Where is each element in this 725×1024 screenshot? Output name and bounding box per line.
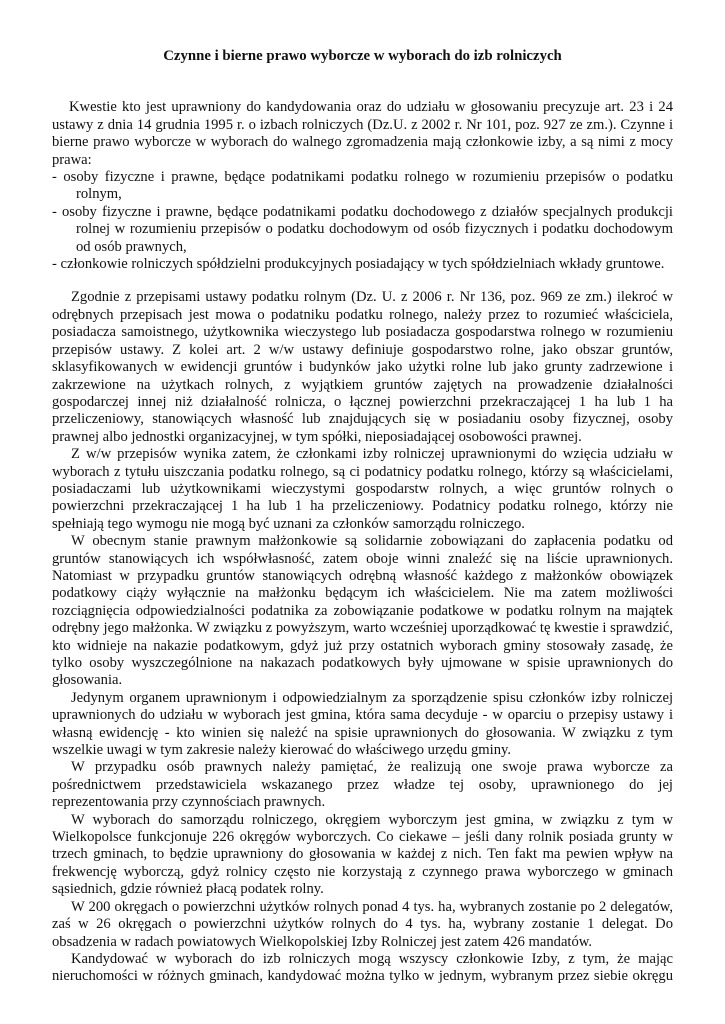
body-paragraph: Kandydować w wyborach do izb rolniczych mogą wszyscy członkowie Izby, z tym, że mając nieruchomości w różnych gminach, kandydować można tylko w jednym, wybranym przez siebie okręgu xyxy=(52,950,673,985)
eligibility-list xyxy=(52,169,673,273)
document-page xyxy=(52,48,673,986)
body-paragraph: Z w/w przepisów wynika zatem, że członkami izby rolniczej uprawnionymi do wzięcia udziału w wyborach z tytułu uiszczania podatku rolnego, są ci podatnicy podatku rolnego, którzy są właścicielami, posiadaczami lub użytkownikami wieczystymi gospodarstw rolnych, a więc gruntów rolnych o powierzchni przekraczającej 1 ha lub 1 ha przeliczeniowy. Podatnicy podatku rolnego, którzy nie spełniają tego wymogu nie mogą być uznani za członków samorządu rolniczego. xyxy=(52,446,673,532)
document-title: Czynne i bierne prawo wyborcze w wyborach do izb rolniczych xyxy=(163,48,562,64)
body-paragraph: Jedynym organem uprawnionym i odpowiedzialnym za sporządzenie spisu członków izby rolniczej uprawnionych do udziału w wyborach jest gmina, która sama decyduje - w oparciu o przepisy ustawy i własną ewidencję - kto winien się należć na spisie uprawnionych do głosowania. W związku z tym wszelkie uwagi w tym zakresie należy kierować do właściwego urzędu gminy. xyxy=(52,689,673,759)
body-paragraph: Zgodnie z przepisami ustawy podatku rolnym (Dz. U. z 2006 r. Nr 136, poz. 969 ze zm.) ilekroć w odrębnych przepisach jest mowa o podatniku podatku rolnego, należy przez to rozumieć właściciela, posiadacza samoistnego, użytkownika wieczystego lub posiadacza gospodarstwa rolnego w rozumieniu przepisów ustawy. Z kolei art. 2 w/w ustawy definiuje gospodarstwo rolne, jako obszar gruntów, sklasyfikowanych w ewidencji gruntów i budynków jako użytki rolne lub jako grunty zadrzewione i zakrzewione na użytkach rolnych, z wyjątkiem gruntów zajętych na prowadzenie działalności gospodarczej innej niż działalność rolnicza, o łącznej powierzchni przekraczającej 1 ha lub 1 ha przeliczeniowy, stanowiących własność lub znajdujących się w posiadaniu osoby fizycznej, osoby prawnej albo jednostki organizacyjnej, w tym spółki, nieposiadającej osobowości prawnej. xyxy=(52,289,673,445)
list-item: - osoby fizyczne i prawne, będące podatnikami podatku dochodowego z działów specjalnych produkcji rolnej w rozumieniu przepisów o podatku dochodowym od osób fizycznych i podatku dochodowym od osób prawnych, xyxy=(52,203,673,255)
body-paragraph: W przypadku osób prawnych należy pamiętać, że realizują one swoje prawa wyborcze za pośrednictwem przedstawiciela wskazanego przez władze tej osoby, uprawnionego do jej reprezentowania przy czynnościach prawnych. xyxy=(52,759,673,811)
body-paragraph: W wyborach do samorządu rolniczego, okręgiem wyborczym jest gmina, w związku z tym w Wielkopolsce funkcjonuje 226 okręgów wyborczych. Co ciekawe – jeśli dany rolnik posiada grunty w trzech gminach, to będzie uprawniony do głosowania w każdej z nich. Ten fakt ma pewien wpływ na frekwencję wyborczą, gdyż rolnicy często nie korzystają z czynnego prawa wyborczego w gminach sąsiednich, gdzie również płacą podatek rolny. xyxy=(52,811,673,898)
body-paragraph: W 200 okręgach o powierzchni użytków rolnych ponad 4 tys. ha, wybranych zostanie po 2 delegatów, zaś w 26 okręgach o powierzchni użytków rolnych do 4 tys. ha, wybrany zostanie 1 delegat. Do obsadzenia w radach powiatowych Wielkopolskiej Izby Rolniczej jest zatem 426 mandatów. xyxy=(52,898,673,950)
list-item: - osoby fizyczne i prawne, będące podatnikami podatku rolnego w rozumieniu przepisów o podatku rolnym, xyxy=(52,169,673,203)
intro-paragraph: Kwestie kto jest uprawniony do kandydowania oraz do udziału w głosowaniu precyzuje art. 23 i 24 ustawy z dnia 14 grudnia 1995 r. o izbach rolniczych (Dz.U. z 2002 r. Nr 101, poz. 927 ze zm.). Czynne i bierne prawo wyborcze w wyborach do walnego zgromadzenia mają członkowie izby, a są nimi z mocy prawa: xyxy=(52,99,673,168)
paragraph-gap xyxy=(52,273,673,289)
list-item: - członkowie rolniczych spółdzielni produkcyjnych posiadający w tych spółdzielniach wkłady gruntowe. xyxy=(52,256,665,273)
body-paragraph: W obecnym stanie prawnym małżonkowie są solidarnie zobowiązani do zapłacenia podatku od gruntów stanowiących ich współwłasność, zatem oboje winni znaleźć się na liście uprawnionych. Natomiast w przypadku gruntów stanowiących odrębną własność każdego z małżonków obowiązek podatkowy ciąży wyłącznie na małżonku będącym ich właścicielem. Nie ma zatem możliwości rozciągnięcia odpowiedzialności podatnika za zobowiązanie podatkowe w podatku rolnym na majątek odrębny jego małżonka. W związku z powyższym, warto wcześniej uporządkować tę kwestie i sprawdzić, kto widnieje na nakazie podatkowym, gdyż już przy ostatnich wyborach gminy stosowały zasadę, że tylko osoby wyszczególnione na nakazach podatkowych były ujmowane w spisie uprawnionych do głosowania. xyxy=(52,533,673,689)
